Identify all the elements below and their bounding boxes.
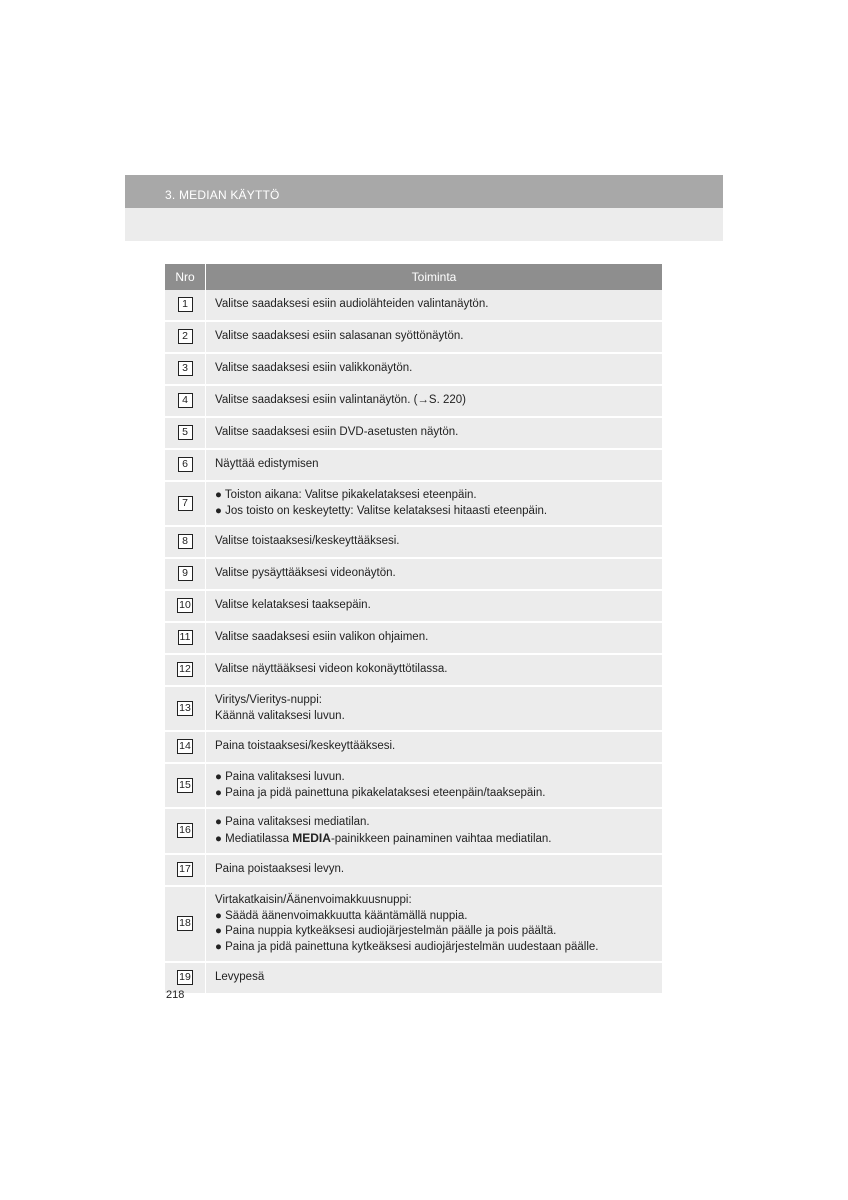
description-line: Levypesä: [215, 971, 265, 984]
table-row: [165, 963, 662, 995]
row-description-cell: [206, 809, 662, 855]
section-title: 3. MEDIAN KÄYTTÖ: [165, 188, 280, 202]
row-number-cell: [165, 322, 206, 354]
row-description-cell: [206, 655, 662, 687]
table-row: [165, 290, 662, 322]
table-row: [165, 655, 662, 687]
table-row: [165, 527, 662, 559]
table-row: [165, 354, 662, 386]
table-body: [165, 290, 662, 995]
row-description-cell: [206, 527, 662, 559]
description-line: ● Säädä äänenvoimakkuutta kääntämällä nuppia.: [215, 909, 468, 922]
row-description-cell: [206, 887, 662, 963]
row-description-cell: [206, 290, 662, 322]
description-line: Viritys/Vieritys-nuppi:: [215, 694, 322, 706]
description-line: Valitse saadaksesi esiin valikkonäytön.: [215, 362, 413, 375]
row-number-box: 6: [178, 457, 193, 472]
row-description-cell: [206, 963, 662, 995]
row-number-cell: [165, 732, 206, 764]
row-number-box: 14: [179, 740, 191, 753]
row-number-box: 7: [178, 496, 193, 511]
description-line: Valitse toistaaksesi/keskeyttääksesi.: [215, 535, 400, 548]
table-row: [165, 764, 662, 809]
column-header-nro: Nro: [165, 264, 206, 290]
section-header: [125, 175, 723, 241]
row-description-cell: [206, 687, 662, 732]
row-number-cell: [165, 855, 206, 887]
description-line: Valitse näyttääksesi videon kokonäyttötilassa.: [215, 663, 448, 676]
row-number-box: 17: [179, 863, 191, 876]
media-button-name: MEDIA: [292, 830, 331, 845]
row-number-cell: [165, 687, 206, 732]
row-number-box: 8: [178, 534, 193, 549]
row-description-cell: [206, 482, 662, 527]
description-line: Valitse pysäyttääksesi videonäytön.: [215, 567, 396, 580]
row-number-cell: [165, 591, 206, 623]
description-line: ● Paina ja pidä painettuna kytkeäksesi audiojärjestelmän uudestaan päälle.: [215, 940, 599, 953]
description-line: ● Mediatilassa MEDIA-painikkeen painaminen vaihtaa mediatilan.: [215, 830, 552, 845]
description-line: Paina poistaaksesi levyn.: [215, 863, 345, 876]
row-description-cell: [206, 855, 662, 887]
row-number-box: 12: [179, 663, 191, 676]
section-title-bar: [125, 175, 723, 208]
row-number-box: 10: [179, 599, 191, 612]
function-table: [165, 264, 662, 995]
row-description-cell: [206, 450, 662, 482]
row-number-cell: [165, 655, 206, 687]
row-number-cell: [165, 764, 206, 809]
row-number-cell: [165, 887, 206, 963]
row-number-box: 4: [178, 393, 193, 408]
table-row: [165, 418, 662, 450]
row-number-box: 3: [178, 361, 193, 376]
table-header-row: [165, 264, 662, 290]
column-header-toiminta: Toiminta: [206, 264, 662, 290]
row-description-cell: [206, 764, 662, 809]
table-row: [165, 450, 662, 482]
table-row: [165, 591, 662, 623]
description-line: ● Jos toisto on keskeytetty: Valitse kelataksesi hitaasti eteenpäin.: [215, 504, 548, 517]
row-number-box: 16: [179, 824, 191, 837]
row-number-cell: [165, 354, 206, 386]
row-number-box: 18: [179, 917, 191, 930]
row-description-cell: [206, 354, 662, 386]
row-number-box: 5: [178, 425, 193, 440]
description-line: Valitse saadaksesi esiin audiolähteiden valintanäytön.: [215, 298, 489, 311]
row-number-box: 15: [179, 778, 191, 791]
table-row: [165, 887, 662, 963]
table-row: [165, 623, 662, 655]
description-line: Valitse saadaksesi esiin salasanan syöttönäytön.: [215, 330, 464, 343]
description-line: Virtakatkaisin/Äänenvoimakkuusnuppi:: [215, 894, 412, 906]
row-number-box: 13: [179, 701, 191, 714]
description-line: Paina toistaaksesi/keskeyttääksesi.: [215, 740, 396, 753]
description-line: Valitse kelataksesi taaksepäin.: [215, 599, 371, 612]
description-line: ● Paina valitaksesi mediatilan.: [215, 816, 370, 828]
description-line: Valitse saadaksesi esiin valintanäytön. (→S. 220): [215, 394, 467, 407]
description-line: Valitse saadaksesi esiin DVD-asetusten näytön.: [215, 426, 459, 439]
row-number-cell: [165, 809, 206, 855]
row-number-box: 11: [178, 630, 193, 645]
row-description-cell: [206, 418, 662, 450]
table-row: [165, 855, 662, 887]
table-row: [165, 687, 662, 732]
row-number-cell: [165, 623, 206, 655]
row-description-cell: [206, 623, 662, 655]
row-number-cell: [165, 418, 206, 450]
description-line: Käännä valitaksesi luvun.: [215, 709, 345, 722]
row-number-box: 1: [178, 297, 193, 312]
row-number-box: 2: [178, 329, 193, 344]
row-number-cell: [165, 559, 206, 591]
table-row: [165, 732, 662, 764]
table-row: [165, 386, 662, 418]
description-line: ● Paina ja pidä painettuna pikakelataksesi eteenpäin/taaksepäin.: [215, 786, 546, 799]
row-number-box: 9: [178, 566, 193, 581]
table-row: [165, 322, 662, 354]
row-number-cell: [165, 527, 206, 559]
description-line: Valitse saadaksesi esiin valikon ohjaimen.: [215, 631, 429, 644]
row-number-cell: [165, 450, 206, 482]
description-line: Näyttää edistymisen: [215, 458, 319, 471]
row-description-cell: [206, 732, 662, 764]
table-row: [165, 559, 662, 591]
row-description-cell: [206, 386, 662, 418]
description-line: ● Paina valitaksesi luvun.: [215, 771, 345, 783]
row-description-cell: [206, 322, 662, 354]
row-number-cell: [165, 386, 206, 418]
row-number-box: 19: [179, 971, 191, 984]
table-row: [165, 482, 662, 527]
description-line: ● Toiston aikana: Valitse pikakelataksesi eteenpäin.: [215, 489, 477, 501]
page-number: 218: [166, 989, 185, 1001]
row-number-cell: [165, 290, 206, 322]
row-number-cell: [165, 482, 206, 527]
description-line: ● Paina nuppia kytkeäksesi audiojärjestelmän päälle ja pois päältä.: [215, 925, 557, 937]
row-description-cell: [206, 559, 662, 591]
row-description-cell: [206, 591, 662, 623]
table-row: [165, 809, 662, 855]
